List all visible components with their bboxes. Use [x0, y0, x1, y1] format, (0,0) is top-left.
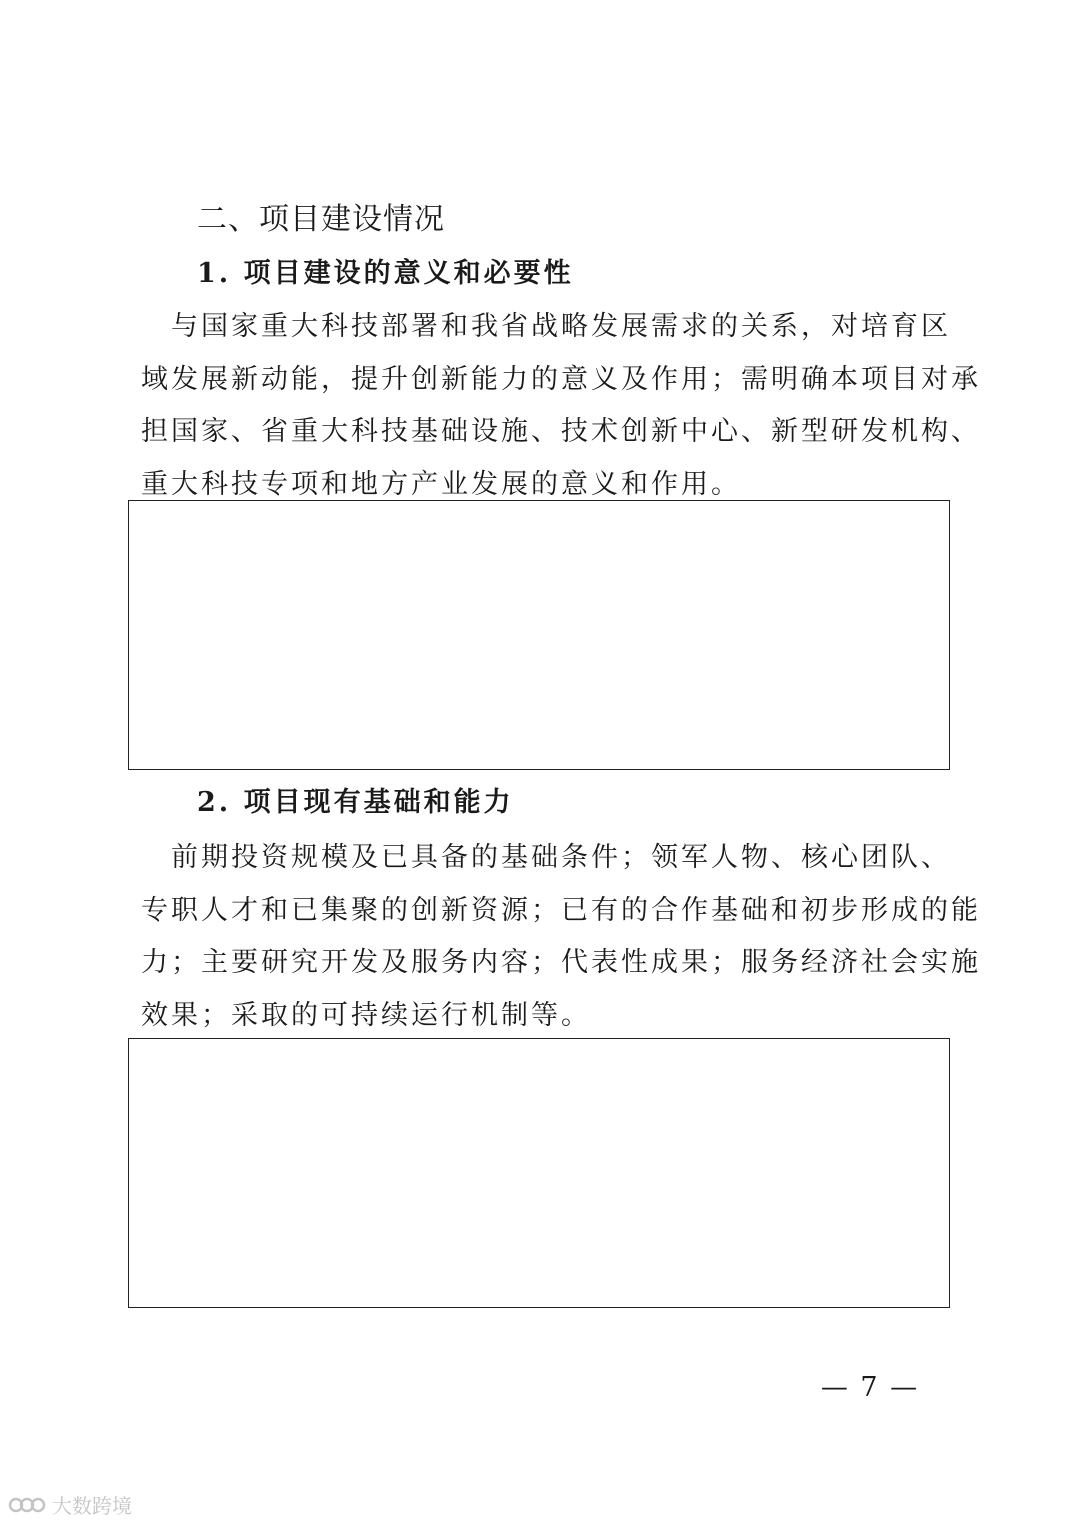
paragraph-line: 与国家重大科技部署和我省战略发展需求的关系，对培育区: [141, 311, 951, 342]
paragraph-line: 专职人才和已集聚的创新资源；已有的合作基础和初步形成的能: [141, 894, 981, 926]
subsection-1-answer-box[interactable]: [128, 500, 950, 770]
subsection-2-answer-box[interactable]: [128, 1038, 950, 1308]
page-number: — 7 —: [820, 1372, 920, 1403]
paragraph-line: 重大科技专项和地方产业发展的意义和作用。: [141, 468, 741, 500]
subsection-2-description: [141, 832, 981, 1042]
subsection-1-heading: 1. 项目建设的意义和必要性: [197, 258, 574, 289]
section-heading: 二、项目建设情况: [197, 202, 445, 237]
paragraph-line: 效果；采取的可持续运行机制等。: [141, 999, 591, 1031]
watermark: [8, 1490, 132, 1519]
watermark-text: 大数跨境: [52, 1494, 132, 1518]
paragraph-line: 力；主要研究开发及服务内容；代表性成果；服务经济社会实施: [141, 947, 981, 978]
subsection-1-description: [141, 301, 981, 511]
paragraph-line: 域发展新动能，提升创新能力的意义及作用；需明确本项目对承: [141, 363, 981, 395]
subsection-2-heading: 2. 项目现有基础和能力: [197, 787, 514, 818]
logo-icon: [8, 1494, 46, 1516]
paragraph-line: 担国家、省重大科技基础设施、技术创新中心、新型研发机构、: [141, 416, 981, 447]
paragraph-line: 前期投资规模及已具备的基础条件；领军人物、核心团队、: [141, 842, 951, 873]
